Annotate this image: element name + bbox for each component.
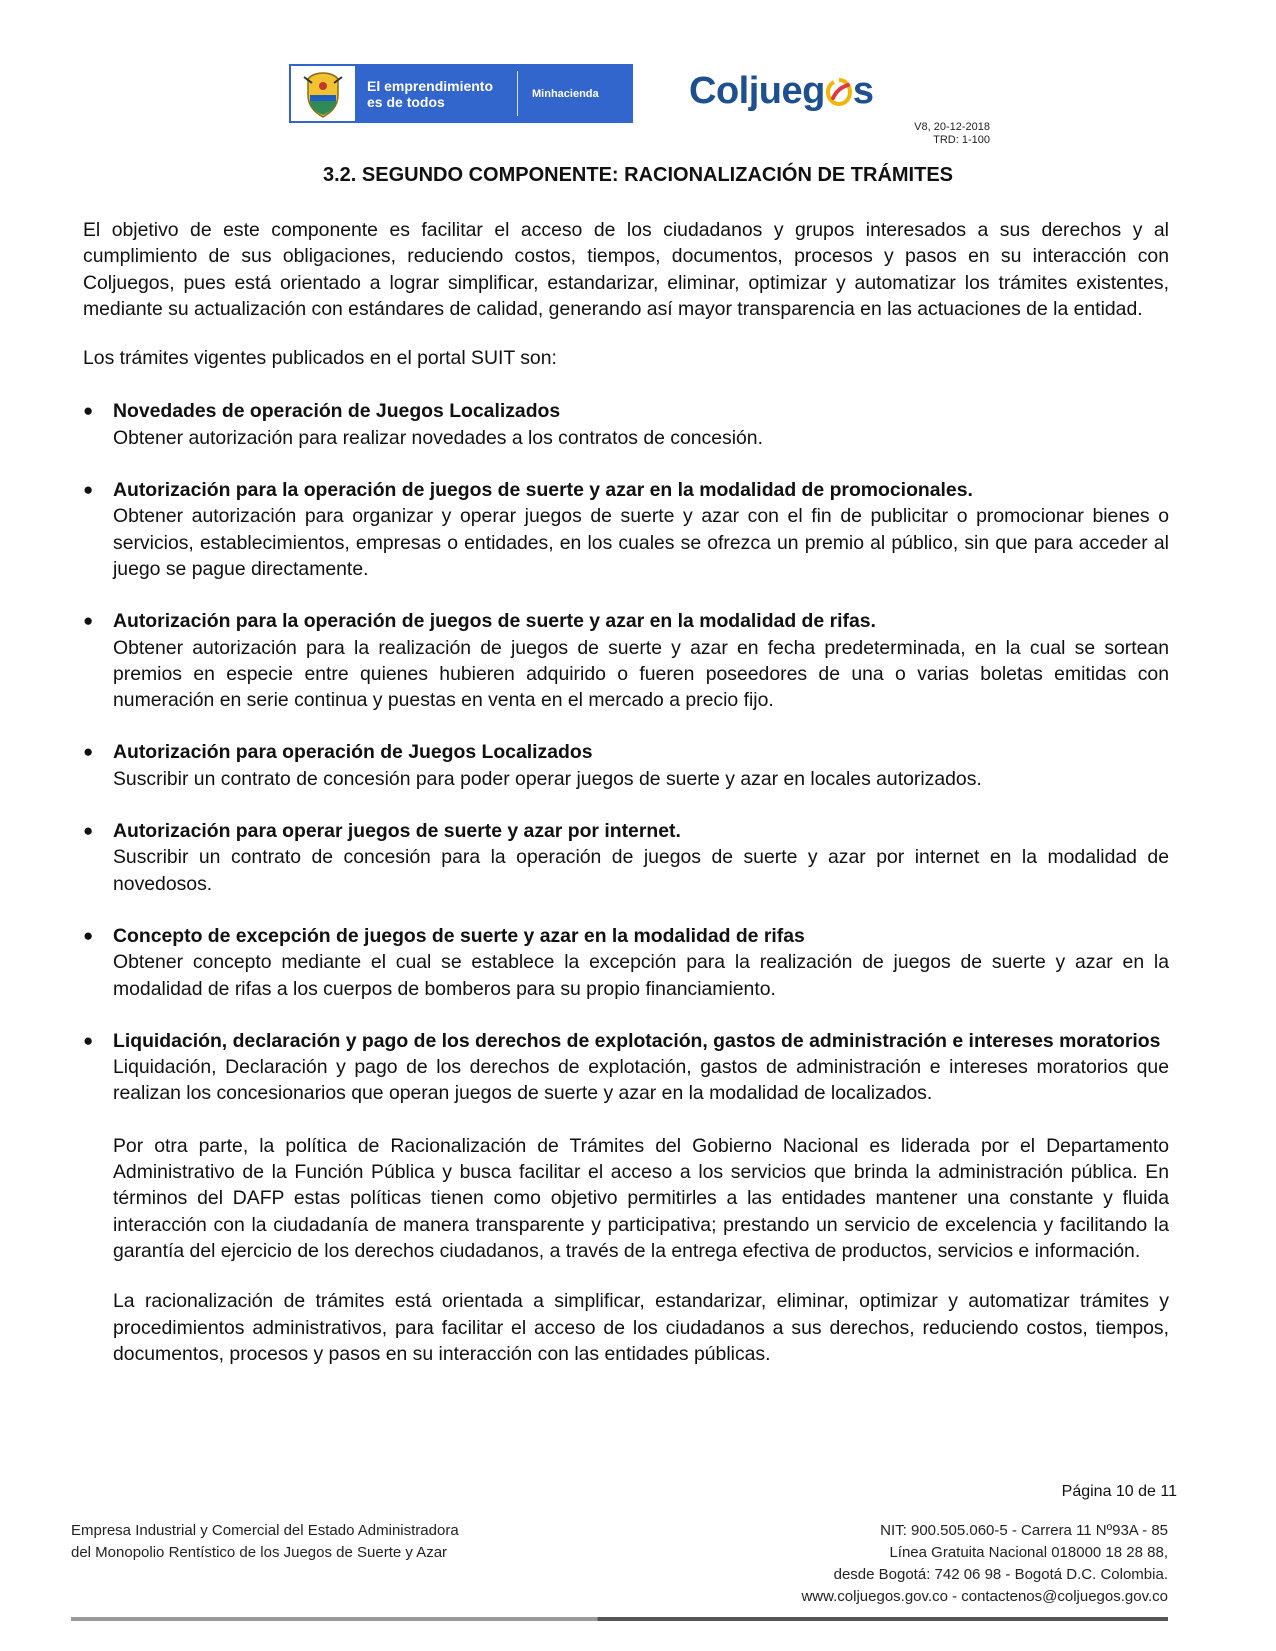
version-date: V8, 20-12-2018 [914, 121, 990, 133]
bullet-icon: ● [83, 401, 94, 421]
document-version [914, 121, 990, 147]
list-item-title: Autorización para operar juegos de suerte y azar por internet. [113, 820, 681, 843]
footer-contact-info [801, 1520, 1168, 1608]
list-item-title: Liquidación, declaración y pago de los derechos de explotación, gastos de administración e intereses moratorios [113, 1029, 1161, 1052]
list-item-description: Obtener autorización para realizar novedades a los contratos de concesión. [113, 426, 763, 449]
coljuegos-logo-text: Coljueg [689, 70, 825, 112]
government-slogan [357, 78, 517, 110]
footer-company-line1: Empresa Industrial y Comercial del Estado Administradora [71, 1522, 459, 1539]
list-item-description: Liquidación, Declaración y pago de los derechos de explotación, gastos de administración e intereses moratorios que realizan los concesionarios que operan juegos de suerte y azar en la modalidad de localizados. [113, 1056, 1169, 1105]
colombia-shield-icon [289, 64, 357, 123]
government-banner [289, 64, 633, 123]
list-item [83, 398, 1169, 451]
list-item-description: Obtener autorización para organizar y operar juegos de suerte y azar con el fin de publicitar o promocionar bienes o servicios, establecimientos, empresas o entidades, en los cuales se ofrezca un premio al público, sin que para acceder al juego se pague directamente. [113, 505, 1169, 580]
footer-company-info [71, 1520, 459, 1564]
intro-paragraph: El objetivo de este componente es facilitar el acceso de los ciudadanos y grupos interesados a sus derechos y al cumplimiento de sus obligaciones, reduciendo costos, tiempos, documentos, procesos y pasos en su interacción con Coljuegos, pues está orientado a lograr simplificar, estandarizar, eliminar, optimizar y automatizar los trámites existentes, mediante su actualización con estándares de calidad, generando así mayor transparencia en las actuaciones de la entidad. [83, 219, 1169, 320]
list-item-description: Obtener concepto mediante el cual se establece la excepción para la realización de juegos de suerte y azar en la modalidad de rifas a los cuerpos de bomberos para su propio financiamiento. [113, 951, 1169, 1000]
list-item-title: Autorización para la operación de juegos de suerte y azar en la modalidad de promocionales. [113, 479, 973, 502]
list-item [83, 923, 1169, 1002]
list-item-title: Autorización para la operación de juegos de suerte y azar en la modalidad de rifas. [113, 610, 876, 633]
closing-paragraph-1: Por otra parte, la política de Racionalización de Trámites del Gobierno Nacional es liderada por el Departamento Administrativo de la Función Pública y busca facilitar el acceso a los servicios que brinda la administración pública. En términos del DAFP estas políticas tienen como objetivo permitirles a las entidades mantener una constante y fluida interacción con la ciudadanía de manera transparente y participativa; prestando un servicio de excelencia y facilitando la garantía del ejercicio de los derechos ciudadanos, a través de la entrega efectiva de productos, servicios e información. [113, 1134, 1169, 1262]
closing-paragraph-2: La racionalización de trámites está orientada a simplificar, estandarizar, eliminar, optimizar y automatizar trámites y procedimientos administrativos, para facilitar el acceso de los ciudadanos a sus derechos, reduciendo costos, tiempos, documentos, procesos y pasos en su interacción con las entidades públicas. [113, 1290, 1169, 1365]
bullet-icon: ● [83, 742, 94, 762]
banner-divider [517, 71, 518, 116]
list-item-title: Concepto de excepción de juegos de suerte y azar en la modalidad de rifas [113, 924, 805, 947]
bullet-icon: ● [83, 1030, 94, 1050]
list-item-description: Suscribir un contrato de concesión para poder operar juegos de suerte y azar en locales autorizados. [113, 767, 982, 790]
footer-phone-line: Línea Gratuita Nacional 018000 18 28 88, [889, 1544, 1168, 1561]
footer-web-email: www.coljuegos.gov.co - contactenos@coljuegos.gov.co [801, 1588, 1168, 1605]
list-item [83, 739, 1169, 792]
bullet-icon: ● [83, 925, 94, 945]
government-slogan-line1: El emprendimiento [367, 77, 494, 94]
ministry-label: Minhacienda [532, 87, 599, 100]
list-item-title: Novedades de operación de Juegos Localizados [113, 400, 561, 423]
document-body [83, 217, 1169, 1367]
procedures-list [83, 398, 1169, 1106]
list-item-title: Autorización para operación de Juegos Localizados [113, 741, 593, 764]
footer-company-line2: del Monopolio Rentístico de los Juegos de Suerte y Azar [71, 1544, 448, 1561]
coljuegos-logo-mark-icon [826, 77, 852, 107]
list-item-description: Suscribir un contrato de concesión para la operación de juegos de suerte y azar por internet en la modalidad de novedosos. [113, 846, 1169, 895]
government-slogan-line2: es de todos [367, 93, 445, 110]
footer-divider-bar [71, 1617, 1168, 1621]
footer-bogota-phone: desde Bogotá: 742 06 98 - Bogotá D.C. Colombia. [833, 1566, 1168, 1583]
bullet-icon: ● [83, 480, 94, 500]
suit-lead-paragraph: Los trámites vigentes publicados en el portal SUIT son: [83, 347, 557, 370]
list-item [83, 477, 1169, 582]
list-item [83, 608, 1169, 713]
page-number: Página 10 de 11 [1061, 1483, 1177, 1500]
footer-nit-address: NIT: 900.505.060-5 - Carrera 11 Nº93A - 85 [880, 1522, 1168, 1539]
coljuegos-logo-text-end: s [852, 70, 874, 112]
coljuegos-logo [689, 70, 873, 113]
list-item [83, 818, 1169, 897]
bullet-icon: ● [83, 611, 94, 631]
list-item-description: Obtener autorización para la realización de juegos de suerte y azar en fecha predeterminada, en la cual se sortean premios en especie entre quienes hubieren adquirido o fueren poseedores de una o varias boletas emitidas con numeración en serie continua y puestas en venta en el mercado a precio fijo. [113, 636, 1169, 712]
list-item [83, 1028, 1169, 1107]
bullet-icon: ● [83, 821, 94, 841]
trd-code: TRD: 1-100 [933, 134, 990, 146]
section-title: 3.2. SEGUNDO COMPONENTE: RACIONALIZACIÓN DE TRÁMITES [322, 164, 954, 186]
